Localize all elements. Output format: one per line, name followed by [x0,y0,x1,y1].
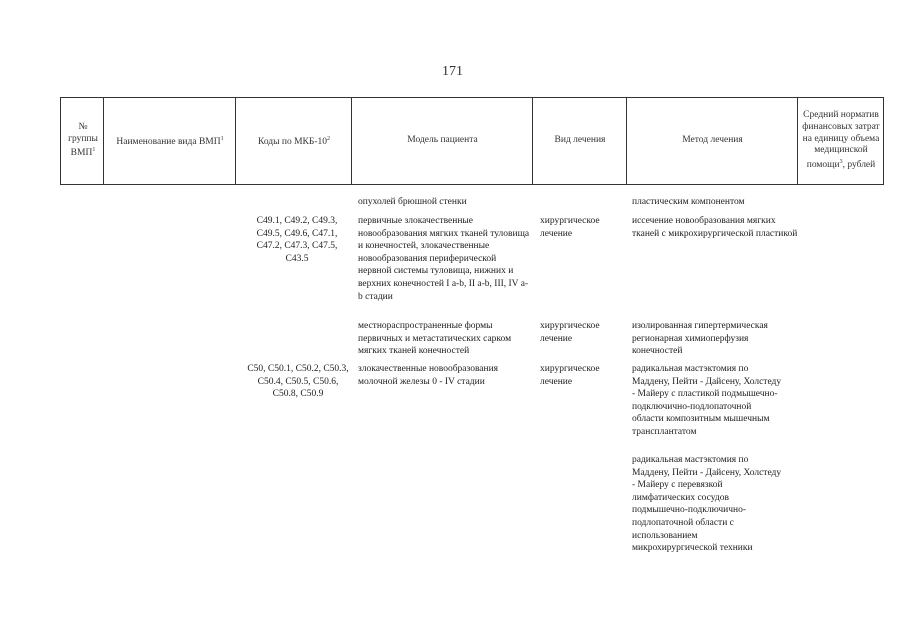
header-divider [60,97,61,185]
patient-model-cell: местнораспространенные формы первичных и метастатических сарком мягких тканей конечностей [358,321,512,357]
header-divider [103,97,104,185]
page-number: 171 [442,64,463,79]
header-divider [626,97,627,185]
table-header [60,97,884,185]
header-average-cost: Средний норматив финансовых затрат на единицу объема медицинской помощи$^3$, рублей [802,110,880,170]
header-divider [235,97,236,185]
header-divider [797,97,798,185]
header-group-no: № группы ВМП$^1$ [68,122,98,159]
header-patient-model: Модель пациента [407,135,478,146]
header-divider [532,97,533,185]
treatment-method-cell: радикальная мастэктомия по Маддену, Пейти - Дайсену, Холстеду - Майеру с перевязкой лимфатических сосудов подмышечно-подключично-подлопаточной области с использованием микрохирургической техники [632,455,782,554]
header-vmp-name: Наименование вида ВМП$^1$ [116,135,224,147]
patient-model-cell: злокачественные новообразования молочной железы 0 - IV стадии [358,364,499,387]
header-treatment-type: Вид лечения [554,135,606,146]
treatment-type-cell: хирургическое лечение [540,321,600,344]
header-icd-codes: Коды по МКБ-$10^2$ [257,135,331,147]
icd-codes-cell: С50, С50.1, С50.2, С50.3, С50.4, С50.5, С50.6, С50.8, С50.9 [247,364,349,400]
treatment-method-cell: иссечение новообразования мягких тканей с микрохирургической пластикой [632,216,798,239]
treatment-method-cell: пластическим компонентом [632,197,745,207]
treatment-type-cell: хирургическое лечение [540,364,600,387]
treatment-type-cell: хирургическое лечение [540,216,600,239]
patient-model-cell: первичные злокачественные новообразования мягких тканей туловища и конечностей, злокачественные новообразования периферической нервной системы туловища, нижних и верхних конечностей I a-b, II a-b, III, IV a-b стадии [358,216,530,302]
treatment-method-cell: радикальная мастэктомия по Маддену, Пейти - Дайсену, Холстеду - Майеру с пластикой подмышечно-подключично-подлопаточной области композитным мышечным трансплантатом [632,364,782,437]
treatment-method-cell: изолированная гипертермическая регионарная химиоперфузия конечностей [632,321,768,357]
header-divider [883,97,884,185]
icd-codes-cell: С49.1, С49.2, С49.3, С49.5, С49.6, С47.1, С47.2, С47.3, С47.5, С43.5 [256,216,338,264]
header-divider [351,97,352,185]
patient-model-cell: опухолей брюшной стенки [358,197,467,207]
header-treatment-method: Метод лечения [682,135,743,146]
